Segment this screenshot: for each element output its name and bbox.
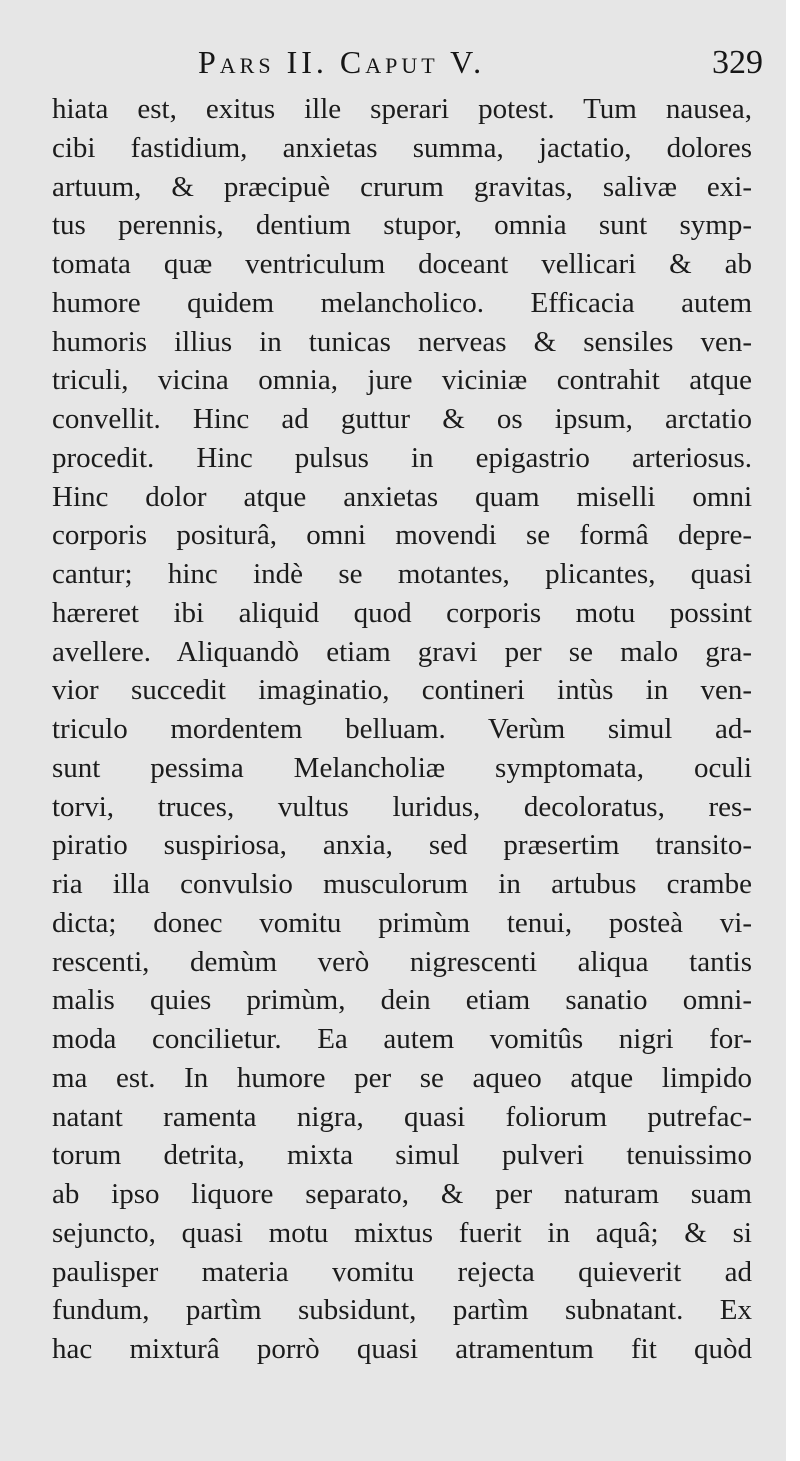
text-line: torvi, truces, vultus luridus, decoloratus, res- (52, 790, 752, 823)
page-number: 329 (712, 44, 763, 81)
running-head: Pars II. Caput V. (198, 44, 486, 80)
text-line: hæreret ibi aliquid quod corporis motu possint (52, 596, 752, 629)
text-line: avellere. Aliquandò etiam gravi per se malo gra- (52, 635, 752, 668)
text-line: natant ramenta nigra, quasi foliorum putrefac- (52, 1100, 752, 1133)
text-line: moda concilietur. Ea autem vomitûs nigri for- (52, 1023, 752, 1055)
text-line: dicta; donec vomitu primùm tenui, posteà vi- (52, 906, 752, 939)
text-line: corporis positurâ, omni movendi se formâ depre- (52, 519, 752, 552)
text-line: procedit. Hinc pulsus in epigastrio arteriosus. (52, 441, 752, 474)
text-line: cantur; hinc indè se motantes, plicantes, quasi (52, 558, 752, 590)
text-line: piratio suspiriosa, anxia, sed præsertim transito- (52, 829, 752, 862)
text-line: hiata est, exitus ille sperari potest. Tum nausea, (52, 93, 752, 125)
text-line: vior succedit imaginatio, contineri intùs in ven- (52, 674, 752, 707)
text-line: paulisper materia vomitu rejecta quieverit ad (52, 1255, 752, 1288)
text-line: triculo mordentem belluam. Verùm simul ad- (52, 713, 752, 745)
text-line: malis quies primùm, dein etiam sanatio omni- (52, 984, 752, 1017)
text-line: cibi fastidium, anxietas summa, jactatio, dolores (52, 131, 752, 164)
text-line: sunt pessima Melancholiæ symptomata, oculi (52, 751, 752, 784)
text-line: Hinc dolor atque anxietas quam miselli omni (52, 480, 752, 513)
text-line: hac mixturâ porrò quasi atramentum fit quòd (52, 1333, 752, 1365)
text-line: tus perennis, dentium stupor, omnia sunt symp- (52, 209, 752, 242)
page-header (198, 44, 763, 92)
text-line: humoris illius in tunicas nerveas & sensiles ven- (52, 325, 752, 358)
text-line: sejuncto, quasi motu mixtus fuerit in aquâ; & si (52, 1216, 752, 1249)
text-line: ma est. In humore per se aqueo atque limpido (52, 1061, 752, 1094)
text-line: ab ipso liquore separato, & per naturam suam (52, 1178, 752, 1210)
text-line: rescenti, demùm verò nigrescenti aliqua tantis (52, 945, 752, 978)
text-line: triculi, vicina omnia, jure viciniæ contrahit atque (52, 364, 752, 397)
text-line: convellit. Hinc ad guttur & os ipsum, arctatio (52, 403, 752, 435)
text-line: torum detrita, mixta simul pulveri tenuissimo (52, 1139, 752, 1172)
text-line: artuum, & præcipuè crurum gravitas, salivæ exi- (52, 170, 752, 203)
text-line: humore quidem melancholico. Efficacia autem (52, 286, 752, 319)
text-line: fundum, partìm subsidunt, partìm subnatant. Ex (52, 1294, 752, 1327)
body-text (52, 90, 752, 1369)
text-line: tomata quæ ventriculum doceant vellicari & ab (52, 248, 752, 280)
text-line: ria illa convulsio musculorum in artubus crambe (52, 868, 752, 900)
